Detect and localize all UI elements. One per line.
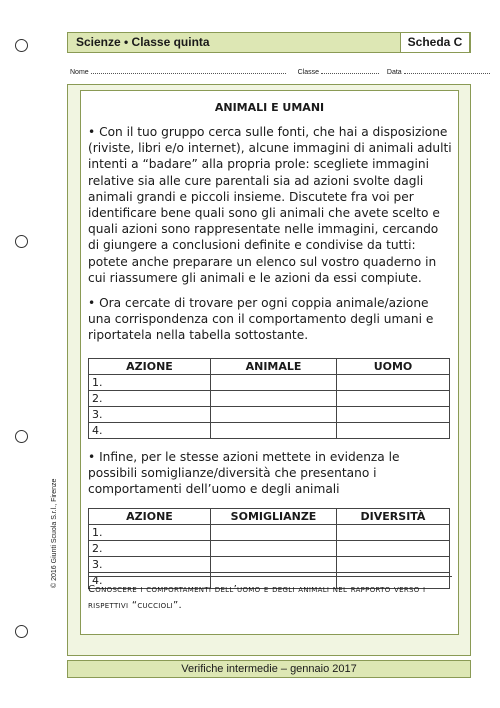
- worksheet-panel: [80, 90, 459, 635]
- answer-cell[interactable]: [211, 423, 337, 439]
- classe-label: Classe: [297, 69, 319, 76]
- binder-hole-2: [15, 235, 28, 248]
- row-number-cell[interactable]: 2.: [89, 391, 211, 407]
- table-row: [89, 391, 450, 407]
- answer-cell[interactable]: [337, 407, 450, 423]
- student-info-fields: [70, 67, 470, 76]
- answer-cell[interactable]: [211, 375, 337, 391]
- answer-cell[interactable]: [337, 525, 450, 541]
- binder-hole-4: [15, 625, 28, 638]
- answer-cell[interactable]: [211, 557, 337, 573]
- table-row: [89, 541, 450, 557]
- table-header-row: [89, 509, 450, 525]
- instruction-paragraph-2: • Ora cercate di trovare per ogni coppia animale/azione una corrispondenza con il comportamento degli umani e riportatela nella tabella sottostante.: [88, 296, 434, 343]
- row-number-cell[interactable]: 1.: [89, 525, 211, 541]
- column-header: DIVERSITÀ: [337, 509, 450, 525]
- classe-line[interactable]: [321, 67, 379, 74]
- answer-cell[interactable]: [337, 375, 450, 391]
- instruction-paragraph-1: • Con il tuo gruppo cerca sulle fonti, che hai a disposizione (riviste, libri e/o internet), alcune immagini di animali adulti intenti a “badare” alla propria prole: scegliete immagini relative sia alle cure parentali sia ad azioni svolte dagli animali grandi e piccoli insieme. Discutete fra voi per identificare bene quali sono gli animali che avete scelto e quali azioni sono rappresentate nelle immagini, cercando di giungere a conclusioni definite e condivise da tutti: potete anche preparare un elenco sul vostro quaderno in cui riassumere gli animali e le azioni da essi compiute.: [88, 125, 452, 285]
- column-header: AZIONE: [89, 359, 211, 375]
- instruction-paragraph-3: • Infine, per le stesse azioni mettete in evidenza le possibili somiglianze/diversità che presentano i comportamenti dell’uomo e degli animali: [88, 450, 400, 497]
- row-number-cell[interactable]: 4.: [89, 423, 211, 439]
- data-line[interactable]: [404, 67, 490, 74]
- answer-cell[interactable]: [211, 541, 337, 557]
- nome-label: Nome: [70, 69, 89, 76]
- answer-cell[interactable]: [211, 391, 337, 407]
- binder-hole-1: [15, 39, 28, 52]
- table-header-row: [89, 359, 450, 375]
- column-header: ANIMALE: [211, 359, 337, 375]
- answer-cell[interactable]: [211, 525, 337, 541]
- row-number-cell[interactable]: 1.: [89, 375, 211, 391]
- column-header: UOMO: [337, 359, 450, 375]
- row-number-cell[interactable]: 4.: [89, 573, 211, 589]
- answer-cell[interactable]: [337, 541, 450, 557]
- learning-goal: Conoscere i comportamenti dell’uomo e degli animali nel rapporto verso i rispettivi “cuccioli”.: [88, 576, 452, 626]
- answer-cell[interactable]: [337, 391, 450, 407]
- binder-hole-3: [15, 430, 28, 443]
- answer-cell[interactable]: [337, 557, 450, 573]
- column-header: AZIONE: [89, 509, 211, 525]
- row-number-cell[interactable]: 3.: [89, 407, 211, 423]
- scheda-label: Scheda C: [400, 32, 470, 53]
- table-row: [89, 423, 450, 439]
- answer-cell[interactable]: [337, 423, 450, 439]
- answer-cell[interactable]: [211, 407, 337, 423]
- row-number-cell[interactable]: 3.: [89, 557, 211, 573]
- header-bar: [67, 32, 471, 53]
- table-row: [89, 407, 450, 423]
- copyright-notice: © 2016 Giunti Scuola S.r.l., Firenze: [51, 478, 58, 588]
- table-row: [89, 557, 450, 573]
- nome-line[interactable]: [91, 67, 286, 74]
- data-label: Data: [386, 69, 402, 76]
- table-row: [89, 525, 450, 541]
- table-azione-animale-uomo: [88, 358, 450, 439]
- column-header: SOMIGLIANZE: [211, 509, 337, 525]
- footer-bar: Verifiche intermedie – gennaio 2017: [67, 660, 471, 678]
- header-title: Scienze • Classe quinta: [76, 35, 210, 49]
- table-row: [89, 375, 450, 391]
- worksheet-title: ANIMALI E UMANI: [214, 101, 325, 114]
- row-number-cell[interactable]: 2.: [89, 541, 211, 557]
